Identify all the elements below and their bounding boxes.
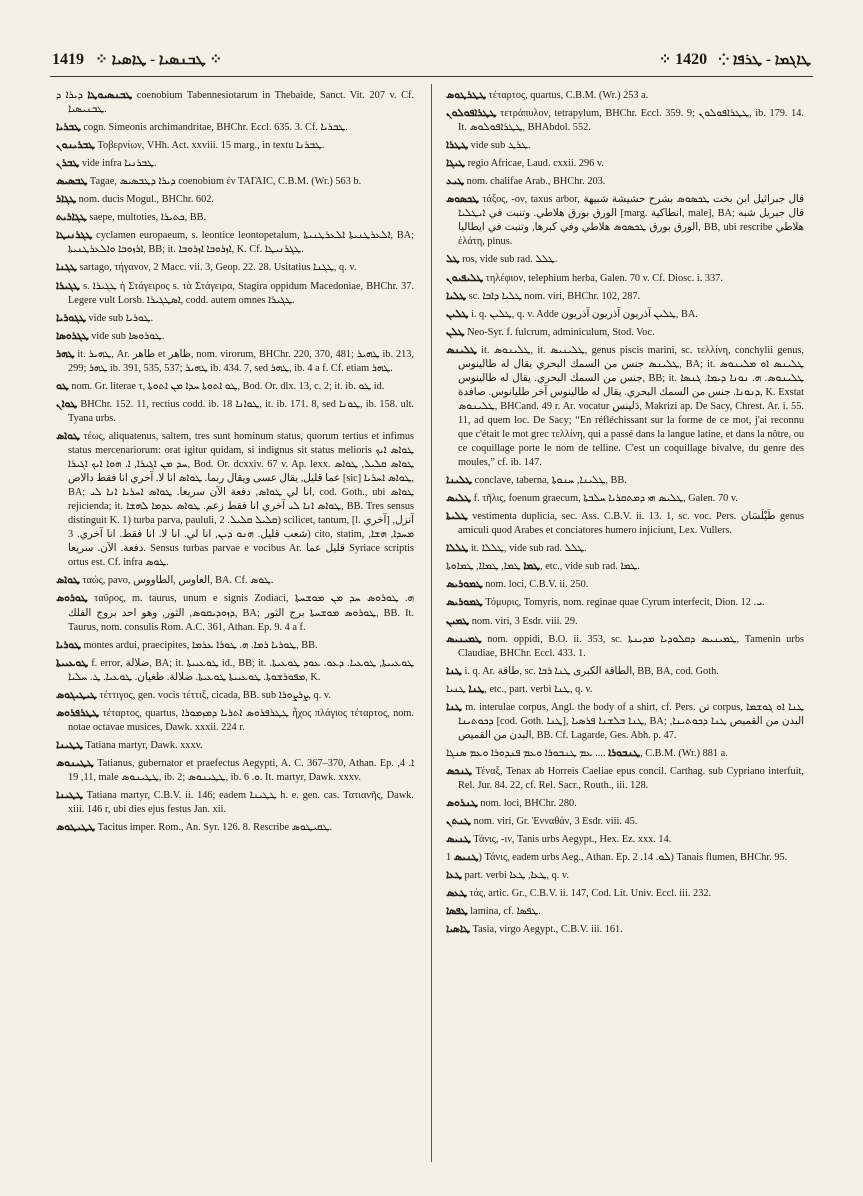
entry-headword: ܛܡܝܢܝܣ [446, 632, 482, 645]
entry-headword: ܛܒܪܝܢܘܢ [56, 139, 95, 152]
entry-headword: ܛܢܐ [468, 682, 485, 695]
entry-definition: vide sub ܛܪܛ. [470, 140, 531, 152]
entry-headword: ܛܠܢ [446, 325, 465, 338]
dictionary-entry [446, 491, 804, 506]
entry-definition: vestimenta duplicia, sec. Ass. C.B.V. ii. 13. 1, sc. voc. Pers. طَيْلَسَان genus amiculi quod Arabes et conciatores humero injiciunt, Lex. Vullers. [458, 511, 804, 537]
entry-definition: ܕܝܪܐ ܕ coenobium Tabennesiotarum in Thebaide, Sanct. Vit. 207 v. Cf. ܛܒܢܝܣܝܐ. [56, 90, 414, 116]
dictionary-entry [56, 329, 414, 344]
dictionary-entry [446, 595, 804, 610]
entry-definition: τέττιγος, gen. vocis τέττιξ, cicada, BB. sub ܨܪܨܘܪܐ, q. v. [99, 689, 331, 701]
entry-definition: nom. Gr. literae τ, ܛܘ ܐܬܘܬܐ ܚܕܐ ܡܢ ܐܬܘܬܐ, Bod. Or. dlx. 13, c. 2; it. ib. ܛܘ id. [71, 380, 385, 392]
entry-headword: ܛܓܝܪܐ [56, 279, 80, 292]
dictionary-entry [446, 886, 804, 901]
entry-headword: ܛܛܝܛܘܣ [56, 821, 96, 834]
dictionary-entry [446, 682, 804, 697]
entry-definition: 1) Τάνις, eadem urbs Aeg., Athan. Ep. ܠܘ. 14. 2) Tanais flumen, BHChr. 95. [446, 852, 788, 864]
entry-definition: it. ܛܗܝܪ, Ar. طاهر et ظاهر, nom. virorum, BHChr. 220, 370, 481; ܛܗܝܪ ib. 213, 299; ܛܗܪ ib. 391, 535, 537; ܛܗܝܪ ib. 434. 7, sed ܛܗܪ, ib. 4 a f. Cf. etiam ܛܗܪ. [68, 348, 414, 374]
entry-headword: ܛܘܐܢ [56, 397, 78, 410]
entry-headword: ܛܠܝܢܐ [446, 474, 472, 487]
dictionary-entry [446, 106, 804, 135]
entry-headword: ܛܦܣܐ [446, 905, 468, 918]
entry-definition: τηλέφιον, telephium herba, Galen. 70 v. Cf. Diosc. i. 337. [485, 272, 723, 284]
dictionary-entry [446, 764, 804, 793]
entry-definition: τέως, aliquatenus, saltem, tres sunt hominum status, quorum tertius et infimus status mercenariorum: orat igitur quidam, si indignus sit status melioris ܛܘܐܣ ܐܝܟ ܚܕ ܡܢ ܐܓܝܪܐ, ܐ. ܗܘܐ ܐܝܟ ܐܓܝܪܐ, Bod. Or. dcxxiv. 67 v. Ap. lexx. ܛܘܐܣ ܩܠܝܠ, ܛܘܐܣ عما قليل, يقال عسى ويقال ربما. ܛܘܐܣ انا لا. آخري انا فقط دالاص [sic] ܛܘܐܣ ܐܚܪܝܐ, BA; انا لي ܛܘܐܣ, دفعة الآن سريعا. ܛܘܐܣ ܐܚܪܝܐ ܐܢܐ ܠܝ, cod. Goth., ubi ܛܘܐܣ rejicienda; it. ܛܘܐܣ ܐܢܐ ܠܝ آخري انا فقط زعم. ܛܘܐܣ ܥܕܡܐ ܠܗܫܐ, BB. Tres sensus distinguit K. 1) turba parva, paululi, ܩܠܝܠ ܩܠܝܠ. 2) scilicet, tantum, [l. آخري] آنزل, شعب قليل. ܗܢܘ ܕܝܢ, انا لي. انا لا. انا فقط. انا آخري. 3) cito, statim, ܡܚܕܐ, ܗܫܐ, دفعة. الآن. سريعا. Sensus turbas parvae e vocibus Ar. قليل عما Syriace scriptis ortus est. Cf. infra ܛܘܣ. [68, 430, 414, 569]
entry-headword: ܛܠܝܐ [446, 289, 467, 302]
entry-definition: sartago, τήγανον, 2 Macc. vii. 3, Geop. 22. 28. Usitatius ܛܓܢܐ, q. v. [79, 262, 357, 274]
dictionary-entry [446, 252, 804, 267]
entry-definition: nom. loci, C.B.V. ii. 250. [485, 579, 589, 591]
dictionary-entry [446, 664, 804, 679]
entry-headword: ܛܢܒܘܪܐ [608, 746, 641, 759]
entry-definition: ܛܡܐ, ܛܡܐܐ, ܛܡܐܘܬܐ, etc., vide sub rad. ܛܡܐ. [446, 561, 640, 573]
entry-headword: ܛܝܥ [446, 175, 465, 188]
entry-definition: lamina, cf. ܛܦܣܐ. [470, 906, 541, 918]
entry-definition: ταῦρος, m. taurus, unum e signis Zodiaci, ܗ. ܛܘܪܘܣ ܚܕ ܡܢ ܡܘܫܚܬܐ ܕܙܘܕܝܩܘܣ, الثور, وهو احد بروج الفلك, BA; ܛܘܪܘܣ ܡܘܫܚܬܐ برج الثور, BB. It. Taurus, nom. consulis Rom. A.C. 361, Athan. Ep. 9. 4 a f. [68, 593, 414, 633]
entry-definition: τάξος, -ον, taxus arbor, قال جبرائيل ابن بخت ܛܟܣܘܣ بشرح حشيشة شبيهة الورق بورق هلاطي. وتنبت في ܐܝܛܠܝܐ [marg. انطاكية, male], BA; قال جبريل شبه الورق بورق ܛܟܣܘܣ هلاطي وفي كبرها, وتنبت في ايطاليا, BB, ubi rescribe هلاطي ἐλάτη, pinus. [458, 194, 804, 248]
header-right [659, 50, 811, 69]
entry-headword: ܛܢܪܘܣ [446, 797, 478, 810]
entry-definition: nom. viri, 3 Esdr. viii. 29. [471, 615, 578, 627]
entry-definition: i. q. Ar. طاقة, sc. الطاقة الكبرى ܛܢܐ ܪܒܐ, BB, BA, cod. Goth. [464, 665, 719, 677]
entry-definition: f. τῆλις, foenum graecum, ܛܠܝܣ ܗܝ ܕܡܬܩܪܝܐ ܚܠܒܬܐ, Galen. 70 v. [473, 493, 738, 505]
dictionary-entry [56, 688, 414, 703]
entry-headword: ܛܛܝܢܐ [56, 789, 83, 802]
page-header [52, 44, 811, 74]
dictionary-entry [56, 379, 414, 394]
entry-definition: regio Africae, Laud. cxxii. 296 v. [467, 158, 604, 170]
header-rule [50, 76, 813, 77]
entry-definition: m. interulae corpus, Angl. the body of a shirt, cf. Pers. تن corpus, ܛܢܐ ܐܘ ܓܘܫܡܐ ܕܟܘܬܝܢܐ [cod. Goth. ܛܢܐ], ܛܢܐ ܒܠܫܢܐ ܦܪܣܝܐ, BA; البدن من القميص ܛܢܐ ܕܟܘܬܝܢܐ, البدن من القميص, BB. Cf. Lagarde, Ges. Abh. p. 47. [458, 701, 804, 741]
entry-headword: ܛܓܐܪܝܬ [56, 211, 87, 224]
entry-headword: ܛܠܠܐ [446, 542, 469, 555]
entry-headword: ܛܡܐ [523, 560, 541, 573]
entry-headword: ܛܢܬܢ [446, 815, 471, 828]
entry-headword: ܛܠܝܣ [446, 492, 472, 505]
dictionary-entry [56, 756, 414, 785]
entry-headword: ܛܐܣܝܐ [446, 923, 470, 936]
entry-definition: Tagae, ܕܝܪܐ ܕܛܒܣܝܣ coenobium ἐν ΤΑΓΑΙϹ, C.B.M. (Wr.) 563 b. [89, 176, 362, 188]
entry-definition: τετράπυλον, tetrapylum, BHChr. Eccl. 359. 9; ܛܛܪܐܦܘܠܘܢ, ib. 179. 14. It. ܛܛܪܐܦܘܠܘܣ, BHAbdol. 552. [458, 108, 804, 134]
dictionary-entry [446, 289, 804, 304]
entry-definition: Τοβερνίων, VHh. Act. xxviii. 15 marg., in textu ܛܒܪܢܐ. [97, 140, 325, 152]
entry-headword: ܛܢܝܣ [446, 833, 471, 846]
entry-definition: i. q. ܛܠܝܢ, q. v. Adde ܛܠܝܢ آذريون آذريون آذريون, BA. [471, 308, 698, 320]
entry-headword: ܛܝܓܐ [446, 157, 466, 170]
right-column [446, 88, 804, 1158]
entry-headword: ܛܡܘܪܝܣ [446, 578, 483, 591]
entry-headword: ܛܘܪܘܣ [56, 592, 88, 605]
dictionary-entry [446, 632, 804, 661]
entry-headword: ܛܝܛܝܓܘܣ [56, 688, 97, 701]
right-page-number: 1420 [675, 50, 708, 68]
dictionary-entry [56, 311, 414, 326]
dictionary-entry [446, 868, 804, 883]
entry-definition: Neo-Syr. f. fulcrum, adminiculum, Stod. Voc. [467, 326, 655, 338]
dictionary-entry [56, 120, 414, 135]
entry-definition: τέταρτος, quartus, C.B.M. (Wr.) 253 a. [488, 90, 649, 101]
entry-definition: BHChr. 152. 11, rectius codd. ib. 18 ܛܘܐܢܐ, it. ib. 171. 8, sed ܛܘܢܐ, ib. 158. ult. Tyana urbs. [68, 398, 414, 424]
dictionary-entry [56, 788, 414, 817]
entry-definition: nom. viri, Gr. Ἐνναθάν, 3 Esdr. viii. 45. [473, 816, 638, 828]
dictionary-entry [446, 541, 804, 556]
entry-definition: vide infra ܛܒܪܢܝܐ. [81, 158, 157, 170]
entry-headword: ܛܛܪܦܪܘܣ [56, 706, 100, 719]
entry-definition: nom. oppidi, B.O. ii. 353, sc. ܛܡܝܢܝܣ ܕܩܠܘܕܝܐ ܡܕܝܢܬܐ, Tamenin urbs Claudiae, BHChr. Eccl. 433. 1. [458, 633, 804, 659]
entry-definition: nom. loci, BHChr. 280. [480, 798, 577, 810]
entry-definition: Tasia, virgo Aegypt., C.B.V. iii. 161. [472, 924, 623, 936]
dictionary-entry [446, 814, 804, 829]
left-running-head: ⁘ ܛܒܢܣܝܐ - ܛܐܣܝܐ ⁘ [95, 51, 223, 68]
entry-headword: ܛܢܐ [446, 700, 462, 713]
entry-definition: it. ܛܠܠܐ, vide sub rad. ܛܠܠ. [470, 543, 587, 555]
entry-headword: ܛܓܪܘܣܐ [56, 329, 89, 342]
dictionary-entry [446, 577, 804, 592]
entry-headword: ܛܟܣܘܣ [446, 193, 479, 206]
entry-definition: cogn. Simeonis archimandritae, BHChr. Eccl. 635. 3. Cf. ܛܒܪܝܐ. [83, 122, 348, 134]
dictionary-entry [56, 192, 414, 207]
entry-definition: .... ܥܡ ܛܢܒܘܪܐ ܘܥܡ ܦܢܕܘܪܐ ܘܥܡ ܣܢܓܐ, C.B.M. (Wr.) 881 a. [446, 747, 728, 759]
dictionary-entry [56, 638, 414, 653]
entry-definition: Tatiana martyr, Dawk. xxxv. [85, 739, 203, 751]
dictionary-entry [56, 156, 414, 171]
entry-definition: saepe, multoties, ܟܬܝܪܐ, BB. [89, 212, 207, 224]
entry-headword: ܛܒܪܝܐ [56, 121, 81, 134]
entry-definition: s. ܛܓܝܪܐ ἡ Στάγειρος s. τὰ Στάγειρα, Stagira oppidum Macedoniae, BHChr. 37. Legere vult Lorsb. ܐܣܛܓܝܪܐ, codd. autem omnes ܛܓܝܪܐ. [68, 280, 414, 306]
entry-headword: ܛܓܪܢܝܛܐ [56, 229, 93, 242]
dictionary-entry [446, 343, 804, 470]
entry-headword: ܛܠ [446, 253, 460, 266]
dictionary-entry [446, 614, 804, 629]
entry-definition: Tatiana martyr, C.B.V. ii. 146; eadem ܛܛܝܢܐ h. e. gen. cas. Τατιανῆς, Dawk. xiii. 146 r, ubi dies ejus festus Jan. xii. [68, 790, 414, 816]
entry-headword: ܛܥܣ [446, 887, 467, 900]
entry-definition: Tacitus imper. Rom., An. Syr. 126. 8. Rescribe ܛܩܝܛܘܣ. [97, 822, 333, 834]
entry-definition: ros, vide sub rad. ܛܠܠ. [462, 254, 558, 266]
dictionary-entry [56, 138, 414, 153]
entry-headword: ܛܛܝܢܘܣ [56, 756, 94, 769]
entry-headword: ܛܓܘܪܝܐ [56, 311, 86, 324]
entry-definition: nom. ducis Mogul., BHChr. 602. [78, 194, 214, 206]
entry-headword: ܛܘܐܣ [56, 574, 80, 587]
entry-headword: ܛܛܪܐܦܘܠܘܢ [446, 107, 497, 120]
header-left [52, 50, 222, 69]
entry-headword: ܛܢܝܣ [453, 851, 479, 864]
dictionary-entry [446, 88, 804, 103]
dictionary-entry [446, 138, 804, 153]
entry-definition: vide sub ܛܘܪܘܣܐ. [91, 330, 165, 342]
entry-headword: ܛܛܪܐ [446, 139, 469, 152]
entry-definition: sc. ܛܠܝܐ ܕܐܒܐ nom. viri, BHChr. 102, 287. [468, 290, 641, 302]
entry-headword: ܛܗܪ [56, 347, 75, 360]
dictionary-entry [56, 228, 414, 257]
entry-definition: Τέναξ, Tenax ab Horreis Caeliae epus concil. Carthag. sub Cypriano interfuit, Rel. Jur. 84. 22, cf. Rel. Sacr., Routh., iii. 128. [458, 765, 804, 791]
dictionary-entry [446, 271, 804, 286]
dictionary-entry [446, 192, 804, 249]
dictionary-entry [56, 397, 414, 426]
dictionary-entry [446, 832, 804, 847]
entry-definition: montes ardui, praecipites, ܛܘܪܝܐ ܪܡܐ. ܗ. ܛܘܪܐ ܥܪܡܐ, BB. [83, 639, 318, 651]
entry-definition: τάς, artic. Gr., C.B.V. ii. 147, Cod. Lit. Univ. Eccl. iii. 232. [469, 888, 712, 900]
dictionary-entry [446, 307, 804, 322]
dictionary-entry [446, 473, 804, 488]
dictionary-entry [446, 796, 804, 811]
left-page-number: 1419 [52, 50, 84, 68]
entry-definition: conclave, taberna, ܛܠܝܢܐ, ܚܢܘܬܐ, BB. [474, 475, 627, 487]
entry-definition: ταώς, pavo, العاوس ,الطاووس, BA. Cf. ܛܘܣ. [82, 575, 274, 587]
dictionary-entry [56, 174, 414, 189]
entry-definition: Tatianus, gubernator et praefectus Aegypti, A. C. 367–370, Athan. Ep. ܐ. 4, 11, 19, male ܛܛܝܢܘܣ, ib. 2; ܛܛܝܢܘܣ, ib. ܘ. 6. It. martyr, Dawk. xxxv. [68, 757, 414, 783]
dictionary-entry [56, 573, 414, 588]
dictionary-entry [446, 746, 804, 761]
dictionary-entry [56, 347, 414, 376]
entry-headword: ܛܠܝܬܐ [446, 510, 468, 523]
entry-headword: ܛܥܐ [446, 869, 462, 882]
dictionary-entry [56, 820, 414, 835]
entry-definition: part. verbi ܛܥܐ, ܛܥܐ, q. v. [464, 870, 569, 882]
dictionary-entry [446, 174, 804, 189]
dictionary-entry [56, 279, 414, 308]
dictionary-entry [446, 156, 804, 171]
dictionary-entry [446, 700, 804, 743]
dictionary-entry [56, 429, 414, 570]
entry-definition: τέταρτος, quartus, ܛܛܪܦܪܘܣ ܐܬܪܝܐ ܕܡܙܡܘܪܐ ἦχος πλάγιος τέταρτος, nom. notae octavae musices, Dawk. xxxii. 224 r. [68, 707, 414, 733]
entry-headword: ܛܛܝܢܐ [56, 738, 83, 751]
entry-headword: ܛܡܘܪܝܣ [446, 596, 483, 609]
entry-headword: ܛܒܢܣܝܘܛܐ [87, 89, 133, 101]
entry-headword: ܛܘܥܝܝܬܐ [56, 656, 89, 669]
entry-headword: ܛܡܝܢ [446, 614, 470, 627]
entry-headword: ܛܢܐ [446, 664, 462, 677]
entry-headword: ܛܘܪܝܐ [56, 638, 81, 651]
entry-headword: ܛܠܝܦܝܘܢ [446, 271, 484, 284]
dictionary-entry [446, 904, 804, 919]
left-column [56, 88, 414, 1158]
dictionary-entry [56, 591, 414, 634]
entry-headword: ܛܘ [56, 379, 69, 392]
dictionary-entry [446, 922, 804, 937]
entry-headword: ܛܒܪܢ [56, 157, 80, 170]
entry-headword: ܛܓܢܐ [56, 261, 77, 274]
dictionary-entry [446, 559, 804, 574]
entry-headword: ܛܠܝܢ [446, 307, 469, 320]
entry-headword: ܛܒܣܝܣ [56, 175, 88, 188]
entry-definition: vide sub ܛܘܪܝܐ. [88, 312, 154, 324]
entry-headword: ܛܓܐܪ [56, 193, 77, 206]
entry-definition: Τάνις, -ιν, Tanis urbs Aegypt., Hex. Ez. xxx. 14. [473, 834, 672, 846]
dictionary-entry [56, 260, 414, 275]
entry-headword: ܛܛܪܛܘܣ [446, 89, 487, 101]
dictionary-entry [446, 850, 804, 865]
dictionary-entry [446, 325, 804, 340]
dictionary-entry [56, 656, 414, 685]
dictionary-entry [56, 88, 414, 117]
entry-definition: cyclamen europaeum, s. leontice leontopetalum, ܐܠܥܪܛܢܝܬܐ ܐܠܥܪܛܢܝܬܐ, BA; ܐܪܙܘܒܐ ܘܐܠܥܪܛܢܝܬܐ, BB; it. ܐܙܪܘܒܐ ܐܙܪܘܒܐ, K. Cf. ܛܓܪܢܝܛܐ. [68, 230, 414, 256]
dictionary-entry [446, 509, 804, 538]
entry-definition: it. ܛܠܝܢܘܣ, it. ܛܠܝܢܝܣ, genus piscis marini, sc. τελλίνη, conchylii genus, ܛܠܝܢܣ جنس من السمك البحري يقال له طالينوس, BA; it. ܛܠܝܢܣ ܐܘ ܡܠܝܢܘܣ جنس من السمك البحري. يقال له طالينوس, BB; it. ܛܠܝܢܘܣ. ܗ. ܢܘܢܐ ܕܝܡܐ. ܓܢܣܐ ܕܢܘܢܐ. جنس من السمك البحري. يقال له طالينوس آخر طليانوس. صافدة, K. Exstat ܛܠܝܢܘܣ, BHCand. 49 r. Ar. vocatur دَلينس, Makrizi ap. De Sacy, Chrest. Ar. i. 55. 11, ad quem loc. De Sacy; “En réfléchissant sur la forme de ce mot, j'ai reconnu que c'était le mot grec τελλίνη, qui a passé dans la langue latine, et dans la nôtre, ou ce coquillage porte le nom de telline. C'est un coquillage bivalve, du genre des moules,” cf. ib. 147. [458, 344, 804, 469]
column-divider [431, 84, 432, 1162]
entry-headword: ܛܠܝܢܣ [446, 343, 477, 356]
entry-headword: ܛܘܐܣ [56, 429, 80, 442]
entry-definition: ܛܢܝܐ, etc., part. verbi ܛܢܐ, q. v. [446, 683, 593, 695]
dictionary-entry [56, 738, 414, 753]
entry-headword: ܛܢܟܣ [446, 764, 473, 777]
dictionary-entry [56, 210, 414, 225]
entry-definition: Τόμυρις, Tomyris, nom. reginae quae Cyrum interfecit, Dion. ܝ. 12. [485, 597, 765, 609]
entry-definition: nom. chalifae Arab., BHChr. 203. [466, 176, 606, 188]
entry-definition: f. error, ضلالة, BA; it. ܛܘܥܝܝܬܐ id., BB; it. ܛܘܥܝܝܬܐ, ܛܘܥܝܐ. ܕܥܘ. ܥܘܕ ܛܘܥܝܬܐ. ܡܦܘܪܫܘܬܐ. ܛܘܥܝܝܬܐ ܛܘܥܝܬܐ. ضلالة. طغيان. ܛܘܥܝܐ. ܛ. ܚܠܝܐ, K. [68, 657, 414, 683]
right-running-head: ⁘ ܛܐܓܡܐ - ܛܪܦܐ ⁘ [658, 51, 811, 68]
dictionary-entry [56, 706, 414, 735]
